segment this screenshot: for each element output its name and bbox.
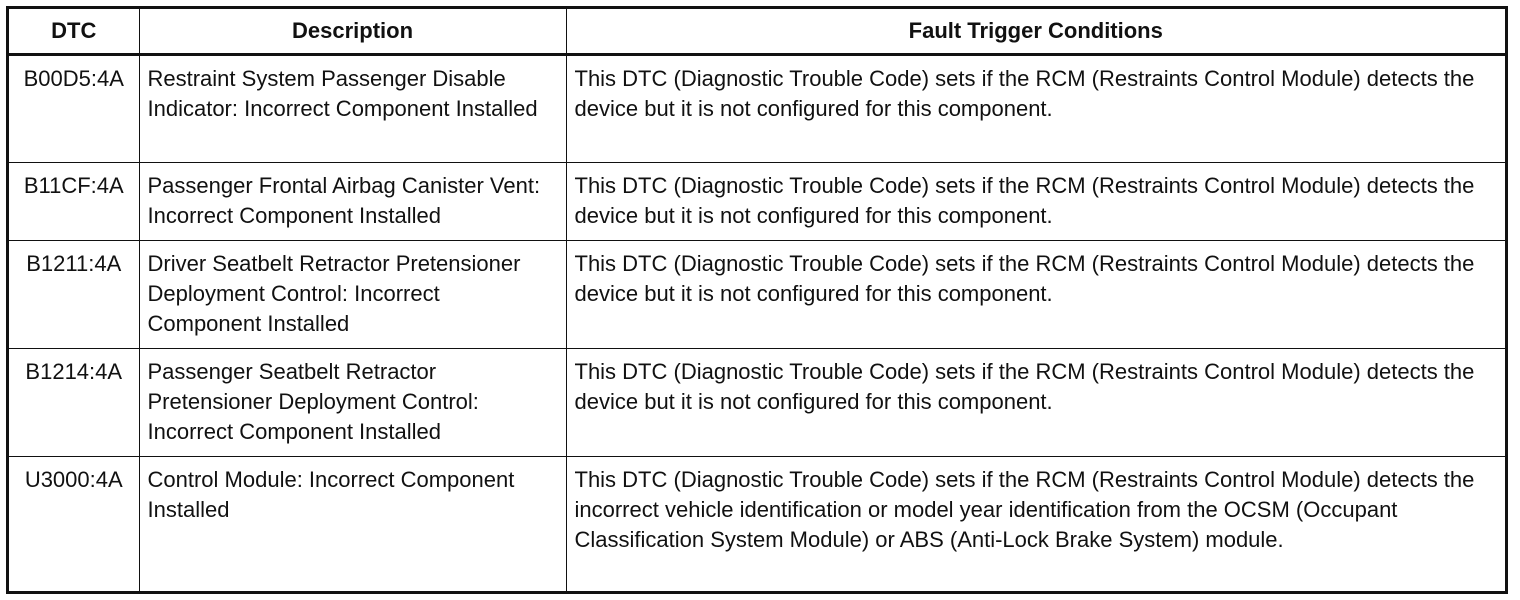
header-fault-trigger-conditions: Fault Trigger Conditions (566, 9, 1505, 55)
dtc-code: B00D5:4A (9, 55, 139, 163)
dtc-code: U3000:4A (9, 457, 139, 592)
dtc-table-frame (6, 6, 1508, 594)
dtc-description: Passenger Frontal Airbag Canister Vent: Incorrect Component Installed (139, 163, 566, 241)
header-dtc: DTC (9, 9, 139, 55)
table-row (9, 241, 1505, 349)
fault-trigger-condition: This DTC (Diagnostic Trouble Code) sets if the RCM (Restraints Control Module) detects the device but it is not configured for this component. (566, 241, 1505, 349)
table-row (9, 55, 1505, 163)
fault-trigger-condition: This DTC (Diagnostic Trouble Code) sets if the RCM (Restraints Control Module) detects the device but it is not configured for this component. (566, 55, 1505, 163)
dtc-code: B11CF:4A (9, 163, 139, 241)
fault-trigger-condition: This DTC (Diagnostic Trouble Code) sets if the RCM (Restraints Control Module) detects the device but it is not configured for this component. (566, 163, 1505, 241)
fault-trigger-condition: This DTC (Diagnostic Trouble Code) sets if the RCM (Restraints Control Module) detects the device but it is not configured for this component. (566, 349, 1505, 457)
dtc-table (9, 9, 1505, 591)
table-row (9, 457, 1505, 592)
dtc-code: B1211:4A (9, 241, 139, 349)
fault-trigger-condition: This DTC (Diagnostic Trouble Code) sets if the RCM (Restraints Control Module) detects the incorrect vehicle identification or model year identification from the OCSM (Occupant Classification System Module) or ABS (Anti-Lock Brake System) module. (566, 457, 1505, 592)
header-description: Description (139, 9, 566, 55)
dtc-description: Restraint System Passenger Disable Indicator: Incorrect Component Installed (139, 55, 566, 163)
dtc-description: Control Module: Incorrect Component Installed (139, 457, 566, 592)
table-row (9, 163, 1505, 241)
dtc-description: Passenger Seatbelt Retractor Pretensioner Deployment Control: Incorrect Component Installed (139, 349, 566, 457)
table-row (9, 349, 1505, 457)
header-row (9, 9, 1505, 55)
dtc-code: B1214:4A (9, 349, 139, 457)
dtc-description: Driver Seatbelt Retractor Pretensioner Deployment Control: Incorrect Component Installed (139, 241, 566, 349)
